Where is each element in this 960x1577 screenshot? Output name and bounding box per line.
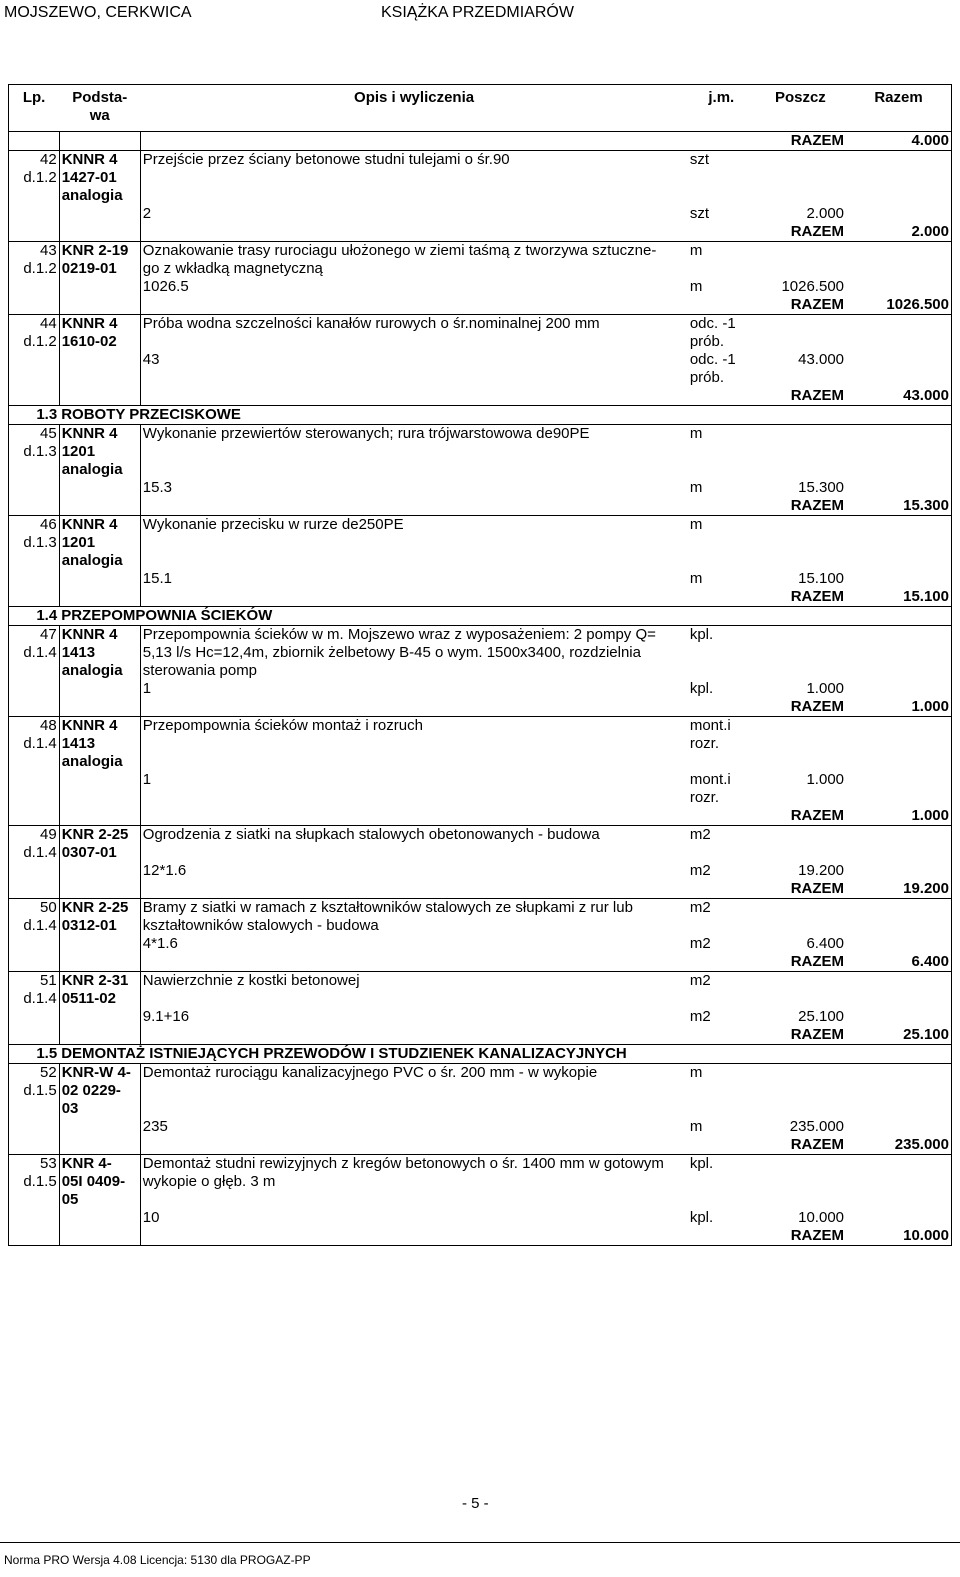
item-unit: m <box>688 242 755 279</box>
calc-expression: 4*1.6 <box>140 935 688 953</box>
calc-unit: szt <box>689 205 710 222</box>
item-unit: kpl. <box>688 1155 755 1210</box>
razem-label: RAZEM <box>790 807 845 824</box>
razem-row <box>9 953 952 972</box>
razem-cell <box>846 717 951 772</box>
razem-value: 2.000 <box>846 223 951 242</box>
item-unit: m2 <box>688 826 755 863</box>
opis-cell <box>140 296 688 315</box>
item-unit: kpl. <box>688 626 755 681</box>
jm-cell <box>688 497 755 516</box>
calc-unit: m2 <box>689 1008 711 1025</box>
section-row <box>9 406 952 425</box>
razem-value: 25.100 <box>846 1026 951 1045</box>
section-number: 1.3 <box>9 406 60 425</box>
item-number: 53 d.1.5 <box>9 1155 60 1210</box>
podstawa-cell <box>59 680 140 698</box>
jm-cell <box>688 1227 755 1246</box>
poszcz-cell <box>755 826 846 863</box>
calculation-row <box>9 935 952 953</box>
razem-cell <box>846 278 951 296</box>
calculation-row <box>9 205 952 223</box>
lp-cell <box>9 771 60 807</box>
item-description: Przepompownia ścieków montaż i rozruch <box>140 717 688 772</box>
poszcz-cell <box>755 972 846 1009</box>
podstawa-cell <box>59 698 140 717</box>
item-description: Nawierzchnie z kostki betonowej <box>140 972 688 1009</box>
item-unit: m <box>688 1064 755 1119</box>
calculation-row <box>9 1118 952 1136</box>
calc-value: 10.000 <box>798 1209 845 1226</box>
razem-cell <box>846 1008 951 1026</box>
section-title: ROBOTY PRZECISKOWE <box>59 406 951 425</box>
razem-value: 4.000 <box>846 132 951 151</box>
razem-value: 15.100 <box>846 588 951 607</box>
section-title: PRZEPOMPOWNIA ŚCIEKÓW <box>59 607 951 626</box>
razem-cell <box>846 1155 951 1210</box>
item-basis: KNNR 4 1413 analogia <box>59 717 140 772</box>
calculation-row <box>9 479 952 497</box>
razem-cell <box>846 1064 951 1119</box>
item-basis: KNR-W 4- 02 0229- 03 <box>59 1064 140 1119</box>
podstawa-cell <box>59 807 140 826</box>
podstawa-cell <box>59 223 140 242</box>
razem-label: RAZEM <box>790 953 845 970</box>
item-number: 42 d.1.2 <box>9 151 60 206</box>
item-basis: KNNR 4 1201 analogia <box>59 516 140 571</box>
razem-value: 6.400 <box>846 953 951 972</box>
jm-cell <box>688 807 755 826</box>
item-description: Bramy z siatki w ramach z kształtowników stalowych ze słupkami z rur lub kształtowników stalowych - budowa <box>140 899 688 936</box>
calc-expression: 1 <box>140 680 688 698</box>
podstawa-cell <box>59 479 140 497</box>
calc-value: 1.000 <box>806 680 845 697</box>
lp-cell <box>9 698 60 717</box>
section-title: DEMONTAŻ ISTNIEJĄCYCH PRZEWODÓW I STUDZIENEK KANALIZACYJNYCH <box>59 1045 951 1064</box>
item-number: 48 d.1.4 <box>9 717 60 772</box>
section-number: 1.4 <box>9 607 60 626</box>
razem-row <box>9 497 952 516</box>
item-number: 49 d.1.4 <box>9 826 60 863</box>
opis-cell <box>140 953 688 972</box>
razem-row <box>9 698 952 717</box>
razem-value: 1.000 <box>846 807 951 826</box>
jm-cell <box>688 387 755 406</box>
razem-cell <box>846 826 951 863</box>
razem-row <box>9 1136 952 1155</box>
razem-cell <box>846 479 951 497</box>
calc-unit: m <box>689 1118 703 1135</box>
item-unit: m <box>688 425 755 480</box>
col-header-poszcz: Poszcz <box>755 85 846 132</box>
podstawa-cell <box>59 935 140 953</box>
razem-cell <box>846 862 951 880</box>
calc-unit: kpl. <box>689 680 714 697</box>
calc-value: 235.000 <box>789 1118 845 1135</box>
item-unit: m2 <box>688 899 755 936</box>
jm-cell <box>688 296 755 315</box>
calc-expression: 15.3 <box>140 479 688 497</box>
item-row <box>9 717 952 772</box>
item-row <box>9 626 952 681</box>
lp-cell <box>9 351 60 387</box>
item-basis: KNR 4- 05I 0409- 05 <box>59 1155 140 1210</box>
poszcz-cell <box>755 1155 846 1210</box>
calc-value: 15.300 <box>798 479 845 496</box>
calc-value: 1026.500 <box>781 278 845 295</box>
calc-unit: m2 <box>689 862 711 879</box>
razem-row <box>9 588 952 607</box>
calculation-row <box>9 1209 952 1227</box>
razem-row <box>9 807 952 826</box>
razem-label: RAZEM <box>790 497 845 514</box>
header-left: MOJSZEWO, CERKWICA <box>4 4 192 21</box>
podstawa-cell <box>59 953 140 972</box>
opis-cell <box>140 588 688 607</box>
item-number: 52 d.1.5 <box>9 1064 60 1119</box>
razem-label: RAZEM <box>790 387 845 404</box>
razem-cell <box>846 151 951 206</box>
item-description: Ogrodzenia z siatki na słupkach stalowych obetonowanych - budowa <box>140 826 688 863</box>
razem-cell <box>846 425 951 480</box>
item-basis: KNR 2-25 0312-01 <box>59 899 140 936</box>
razem-label: RAZEM <box>790 1026 845 1043</box>
razem-cell <box>846 899 951 936</box>
col-header-lp: Lp. <box>9 85 60 132</box>
razem-value: 15.300 <box>846 497 951 516</box>
poszcz-cell <box>755 151 846 206</box>
calc-expression: 1 <box>140 771 688 807</box>
lp-cell <box>9 880 60 899</box>
item-basis: KNNR 4 1201 analogia <box>59 425 140 480</box>
razem-value: 19.200 <box>846 880 951 899</box>
opis-cell <box>140 807 688 826</box>
section-row <box>9 607 952 626</box>
item-unit: m <box>688 516 755 571</box>
podstawa-cell <box>59 570 140 588</box>
item-unit: odc. -1 prób. <box>688 315 755 352</box>
calc-expression: 12*1.6 <box>140 862 688 880</box>
calc-expression: 235 <box>140 1118 688 1136</box>
poszcz-cell <box>755 626 846 681</box>
calculation-row <box>9 278 952 296</box>
razem-label: RAZEM <box>790 132 845 149</box>
lp-cell <box>9 296 60 315</box>
podstawa-cell <box>59 205 140 223</box>
item-basis: KNR 2-25 0307-01 <box>59 826 140 863</box>
razem-row <box>9 1227 952 1246</box>
jm-cell <box>688 588 755 607</box>
item-basis: KNNR 4 1427-01 analogia <box>59 151 140 206</box>
jm-cell <box>688 953 755 972</box>
jm-cell <box>688 880 755 899</box>
bill-of-quantities-table <box>8 84 952 1246</box>
poszcz-cell <box>755 425 846 480</box>
item-number: 51 d.1.4 <box>9 972 60 1009</box>
calc-value: 2.000 <box>806 205 845 222</box>
razem-cell <box>846 972 951 1009</box>
razem-label: RAZEM <box>790 1136 845 1153</box>
razem-cell <box>846 935 951 953</box>
calc-unit: m2 <box>689 935 711 952</box>
item-row <box>9 425 952 480</box>
poszcz-cell <box>755 242 846 279</box>
razem-value: 235.000 <box>846 1136 951 1155</box>
item-number: 45 d.1.3 <box>9 425 60 480</box>
col-header-razem: Razem <box>846 85 951 132</box>
opis-cell <box>140 880 688 899</box>
jm-cell <box>688 223 755 242</box>
lp-cell <box>9 588 60 607</box>
razem-cell <box>846 680 951 698</box>
item-row <box>9 516 952 571</box>
jm-cell <box>688 1136 755 1155</box>
item-number: 47 d.1.4 <box>9 626 60 681</box>
lp-cell <box>9 935 60 953</box>
jm-cell <box>688 698 755 717</box>
page-number: - 5 - <box>462 1495 489 1512</box>
jm-cell <box>688 132 755 151</box>
razem-row <box>9 296 952 315</box>
opis-cell <box>140 1026 688 1045</box>
razem-row <box>9 223 952 242</box>
col-header-podstawa: Podsta- wa <box>59 85 140 132</box>
calculation-row <box>9 680 952 698</box>
item-basis: KNNR 4 1413 analogia <box>59 626 140 681</box>
podstawa-cell <box>59 296 140 315</box>
item-unit: mont.i rozr. <box>688 717 755 772</box>
calc-value: 15.100 <box>798 570 845 587</box>
razem-label: RAZEM <box>790 698 845 715</box>
lp-cell <box>9 953 60 972</box>
col-header-jm: j.m. <box>688 85 755 132</box>
lp-cell <box>9 570 60 588</box>
lp-cell <box>9 479 60 497</box>
podstawa-cell <box>59 278 140 296</box>
opis-cell <box>140 497 688 516</box>
poszcz-cell <box>755 1064 846 1119</box>
item-row <box>9 315 952 352</box>
lp-cell <box>9 1008 60 1026</box>
razem-value: 1026.500 <box>846 296 951 315</box>
footer-divider <box>0 1542 960 1543</box>
lp-cell <box>9 862 60 880</box>
razem-cell <box>846 1209 951 1227</box>
podstawa-cell <box>59 497 140 516</box>
razem-value: 43.000 <box>846 387 951 406</box>
podstawa-cell <box>59 862 140 880</box>
item-unit: m2 <box>688 972 755 1009</box>
calc-unit: odc. -1 prób. <box>689 351 736 386</box>
podstawa-cell <box>59 1209 140 1227</box>
opis-cell <box>140 223 688 242</box>
calc-value: 6.400 <box>806 935 845 952</box>
calc-expression: 10 <box>140 1209 688 1227</box>
poszcz-cell <box>755 717 846 772</box>
lp-cell <box>9 497 60 516</box>
razem-cell <box>846 242 951 279</box>
item-description: Przepompownia ścieków w m. Mojszewo wraz z wyposażeniem: 2 pompy Q= 5,13 l/s Hc=12,4m, zbiornik żelbetowy B-45 o wym. 1500x3400, rozdzielnia sterowania pomp <box>140 626 688 681</box>
item-number: 50 d.1.4 <box>9 899 60 936</box>
lp-cell <box>9 1227 60 1246</box>
lp-cell <box>9 1026 60 1045</box>
podstawa-cell <box>59 1136 140 1155</box>
table-header-row <box>9 85 952 132</box>
item-row <box>9 972 952 1009</box>
calc-unit: mont.i rozr. <box>689 771 731 806</box>
calc-expression: 2 <box>140 205 688 223</box>
calculation-row <box>9 1008 952 1026</box>
razem-row <box>9 387 952 406</box>
item-description: Wykonanie przewiertów sterowanych; rura trójwarstowowa de90PE <box>140 425 688 480</box>
podstawa-cell <box>59 132 140 151</box>
section-number: 1.5 <box>9 1045 60 1064</box>
razem-cell <box>846 626 951 681</box>
razem-cell <box>846 351 951 387</box>
razem-cell <box>846 771 951 807</box>
software-license: Norma PRO Wersja 4.08 Licencja: 5130 dla PROGAZ-PP <box>4 1553 311 1567</box>
item-basis: KNNR 4 1610-02 <box>59 315 140 352</box>
item-description: Oznakowanie trasy rurociagu ułożonego w ziemi taśmą z tworzywa sztuczne- go z wkładką magnetyczną <box>140 242 688 279</box>
calculation-row <box>9 862 952 880</box>
opis-cell <box>140 387 688 406</box>
podstawa-cell <box>59 880 140 899</box>
razem-cell <box>846 1118 951 1136</box>
podstawa-cell <box>59 387 140 406</box>
item-description: Przejście przez ściany betonowe studni tulejami o śr.90 <box>140 151 688 206</box>
opis-cell <box>140 1136 688 1155</box>
calc-unit: m <box>689 479 703 496</box>
razem-row <box>9 132 952 151</box>
item-number: 43 d.1.2 <box>9 242 60 279</box>
item-row <box>9 899 952 936</box>
calc-expression: 1026.5 <box>140 278 688 296</box>
podstawa-cell <box>59 771 140 807</box>
razem-label: RAZEM <box>790 223 845 240</box>
opis-cell <box>140 1227 688 1246</box>
jm-cell <box>688 1026 755 1045</box>
calculation-row <box>9 771 952 807</box>
razem-label: RAZEM <box>790 588 845 605</box>
lp-cell <box>9 807 60 826</box>
podstawa-cell <box>59 351 140 387</box>
item-number: 46 d.1.3 <box>9 516 60 571</box>
podstawa-cell <box>59 588 140 607</box>
item-number: 44 d.1.2 <box>9 315 60 352</box>
col-header-opis: Opis i wyliczenia <box>140 85 688 132</box>
calculation-row <box>9 570 952 588</box>
table-body <box>9 132 952 1246</box>
lp-cell <box>9 205 60 223</box>
calc-unit: kpl. <box>689 1209 714 1226</box>
lp-cell <box>9 680 60 698</box>
calc-value: 19.200 <box>798 862 845 879</box>
razem-label: RAZEM <box>755 1227 846 1246</box>
razem-cell <box>846 315 951 352</box>
item-basis: KNR 2-31 0511-02 <box>59 972 140 1009</box>
lp-cell <box>9 278 60 296</box>
calc-value: 1.000 <box>806 771 845 788</box>
podstawa-cell <box>59 1026 140 1045</box>
podstawa-cell <box>59 1227 140 1246</box>
item-basis: KNR 2-19 0219-01 <box>59 242 140 279</box>
item-row <box>9 826 952 863</box>
calc-unit: m <box>689 570 703 587</box>
calc-expression: 43 <box>140 351 688 387</box>
calc-unit: m <box>689 278 703 295</box>
razem-value: 1.000 <box>846 698 951 717</box>
calc-value: 43.000 <box>798 351 845 368</box>
calc-expression: 15.1 <box>140 570 688 588</box>
item-description: Próba wodna szczelności kanałów rurowych o śr.nominalnej 200 mm <box>140 315 688 352</box>
podstawa-cell <box>59 1118 140 1136</box>
lp-cell <box>9 223 60 242</box>
opis-cell <box>140 698 688 717</box>
calculation-row <box>9 351 952 387</box>
razem-label: RAZEM <box>790 296 845 313</box>
poszcz-cell <box>755 315 846 352</box>
poszcz-cell <box>755 516 846 571</box>
lp-cell <box>9 387 60 406</box>
item-row <box>9 1155 952 1210</box>
item-row <box>9 151 952 206</box>
razem-cell <box>846 205 951 223</box>
razem-row <box>9 1026 952 1045</box>
opis-cell <box>140 132 688 151</box>
razem-cell <box>846 570 951 588</box>
item-description: Demontaż studni rewizyjnych z kregów betonowych o śr. 1400 mm w gotowym wykopie o głęb. 3 m <box>140 1155 688 1210</box>
poszcz-cell <box>755 899 846 936</box>
razem-label: RAZEM <box>790 880 845 897</box>
razem-value: 10.000 <box>846 1227 951 1246</box>
calc-expression: 9.1+16 <box>140 1008 688 1026</box>
lp-cell <box>9 1209 60 1227</box>
calc-value: 25.100 <box>798 1008 845 1025</box>
item-row <box>9 1064 952 1119</box>
header-center: KSIĄŻKA PRZEDMIARÓW <box>381 4 574 21</box>
razem-row <box>9 880 952 899</box>
item-description: Wykonanie przecisku w rurze de250PE <box>140 516 688 571</box>
lp-cell <box>9 132 60 151</box>
item-row <box>9 242 952 279</box>
podstawa-cell <box>59 1008 140 1026</box>
section-row <box>9 1045 952 1064</box>
item-unit: szt <box>688 151 755 206</box>
razem-cell <box>846 516 951 571</box>
item-description: Demontaż rurociągu kanalizacyjnego PVC o śr. 200 mm - w wykopie <box>140 1064 688 1119</box>
lp-cell <box>9 1118 60 1136</box>
lp-cell <box>9 1136 60 1155</box>
